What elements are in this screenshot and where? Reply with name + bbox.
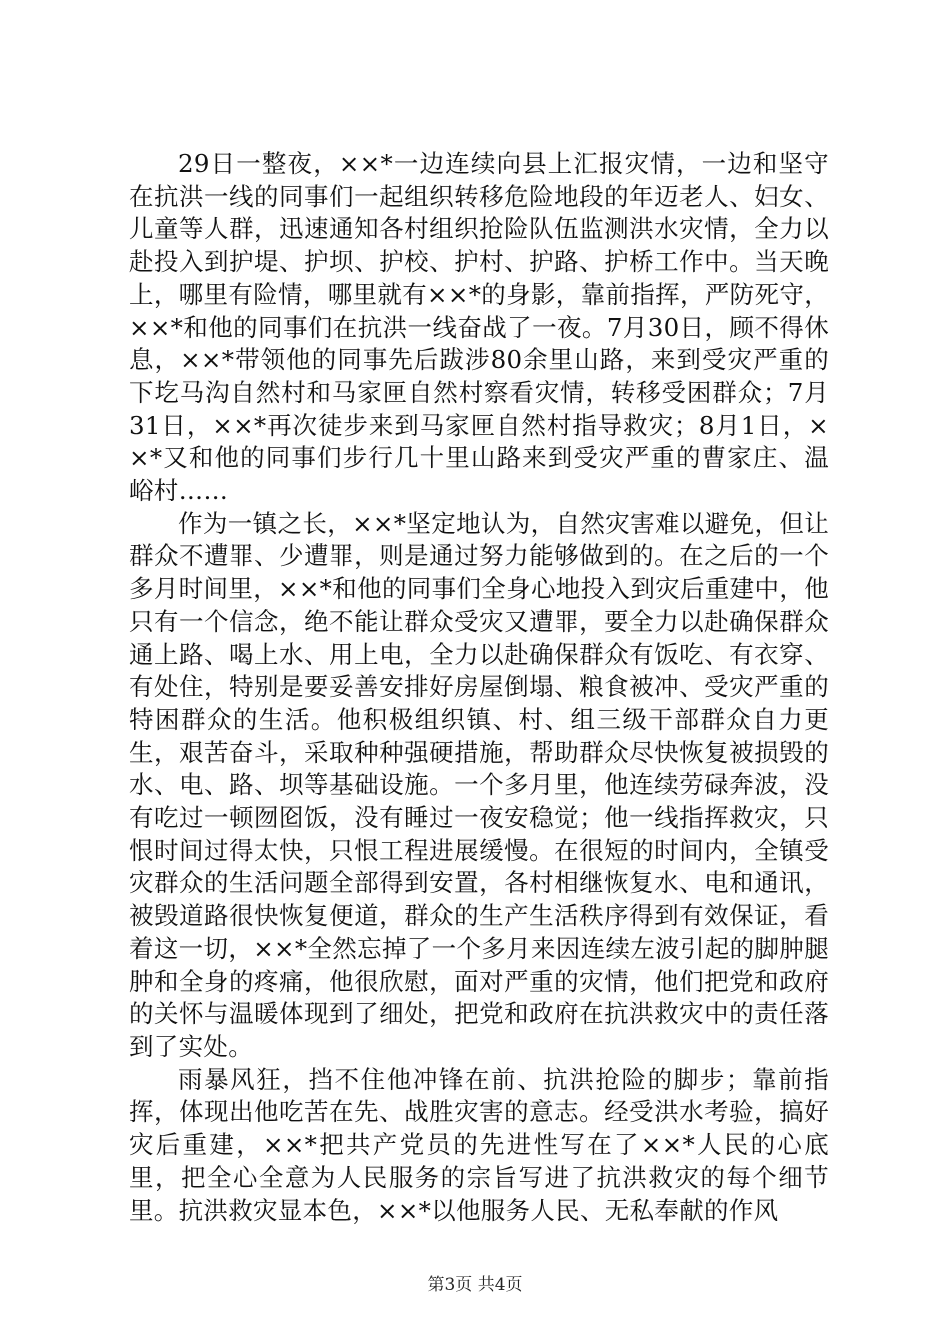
paragraph-2: 作为一镇之长，××*坚定地认为，自然灾害难以避免，但让群众不遭罪、少遭罪，则是通过努力能够做到的。在之后的一个多月时间里，××*和他的同事们全身心地投入到灾后重建中，他只有一个信念，绝不能让群众受灾又遭罪，要全力以赴确保群众通上路、喝上水、用上电，全力以赴确保群众有饭吃、有衣穿、有处住，特别是要妥善安排好房屋倒塌、粮食被冲、受灾严重的特困群众的生活。他积极组织镇、村、组三级干部群众自力更生，艰苦奋斗，采取种种强硬措施，帮助群众尽快恢复被损毁的水、电、路、坝等基础设施。一个多月里，他连续劳碌奔波，没有吃过一顿囫囵饭，没有睡过一夜安稳觉；他一线指挥救灾，只恨时间过得太快，只恨工程进展缓慢。在很短的时间内，全镇受灾群众的生活问题全部得到安置，各村相继恢复水、电和通讯，被毁道路很快恢复便道，群众的生产生活秩序得到有效保证，看着这一切，××*全然忘掉了一个多月来因连续左波引起的脚肿腿肿和全身的疼痛，他很欣慰，面对严重的灾情，他们把党和政府的关怀与温暖体现到了细处，把党和政府在抗洪救灾中的责任落到了实处。 <box>129 508 829 1061</box>
paragraph-3: 雨暴风狂，挡不住他冲锋在前、抗洪抢险的脚步；靠前指挥，体现出他吃苦在先、战胜灾害的意志。经受洪水考验，搞好灾后重建，××*把共产党员的先进性写在了××*人民的心底里，把全心全意为人民服务的宗旨写进了抗洪救灾的每个细节里。抗洪救灾显本色，××*以他服务人民、无私奉献的作风 <box>129 1064 829 1225</box>
page-number-footer: 第3页 共4页 <box>427 1275 523 1295</box>
paragraph-1: 29日一整夜，××*一边连续向县上汇报灾情，一边和坚守在抗洪一线的同事们一起组织转移危险地段的年迈老人、妇女、儿童等人群，迅速通知各村组织抢险队伍监测洪水灾情，全力以赴投入到护堤、护坝、护校、护村、护路、护桥工作中。当天晚上，哪里有险情，哪里就有××*的身影，靠前指挥，严防死守，××*和他的同事们在抗洪一线奋战了一夜。7月30日，顾不得休息，××*带领他的同事先后跋涉80余里山路，来到受灾严重的下圪马沟自然村和马家匣自然村察看灾情，转移受困群众；7月31日，××*再次徒步来到马家匣自然村指导救灾；8月1日，××*又和他的同事们步行几十里山路来到受灾严重的曹家庄、温峪村…… <box>129 149 830 506</box>
body-text <box>129 148 829 1227</box>
